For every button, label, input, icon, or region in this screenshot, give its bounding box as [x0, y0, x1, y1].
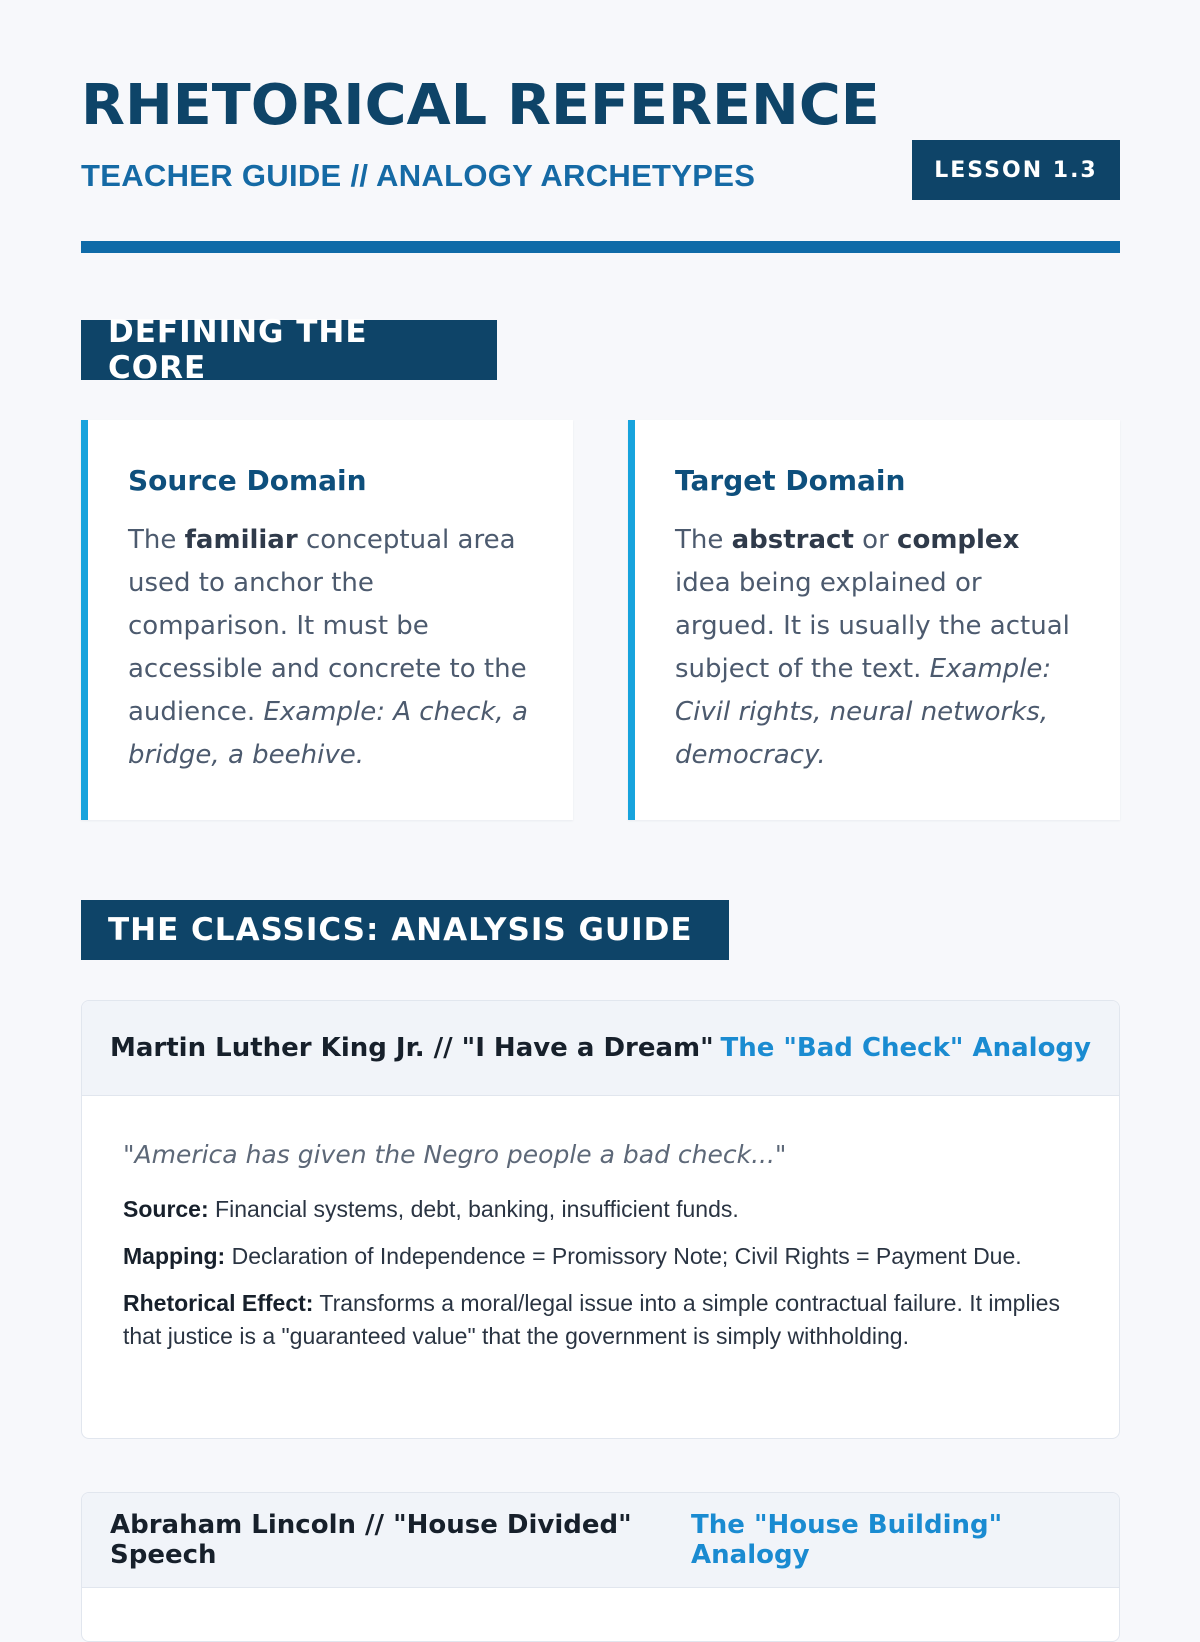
analysis-card-header	[82, 1493, 1119, 1588]
speaker-title: Martin Luther King Jr. // "I Have a Dream"	[110, 1033, 714, 1063]
section-banner-core: DEFINING THE CORE	[81, 320, 497, 380]
source-field: Source: Financial systems, debt, banking, insufficient funds.	[123, 1196, 739, 1222]
source-domain-card	[81, 420, 573, 820]
target-domain-card	[628, 420, 1120, 820]
analogy-name: The "Bad Check" Analogy	[720, 1033, 1091, 1063]
lesson-badge: LESSON 1.3	[912, 140, 1120, 200]
speech-quote: "America has given the Negro people a bad check..."	[123, 1140, 787, 1169]
target-domain-title: Target Domain	[675, 464, 906, 497]
section-banner-classics: THE CLASSICS: ANALYSIS GUIDE	[81, 900, 729, 960]
mapping-field: Mapping: Declaration of Independence = Promissory Note; Civil Rights = Payment Due.	[123, 1243, 1022, 1269]
header-divider	[81, 241, 1120, 253]
emphasis-text: complex	[897, 525, 1020, 555]
source-domain-text: The familiar conceptual area used to anchor the comparison. It must be accessible and concrete to the audience. Example: A check, a bridge, a beehive.	[128, 525, 528, 770]
source-domain-example: Example: A check, a bridge, a beehive.	[128, 697, 528, 770]
target-domain-example: Example: Civil rights, neural networks, democracy.	[675, 654, 1052, 770]
analysis-card-header	[82, 1001, 1119, 1096]
rhetorical-effect-field: Rhetorical Effect: Transforms a moral/legal issue into a simple contractual failure. It implies that justice is a "guaranteed value" that the government is simply withholding.	[123, 1290, 1060, 1349]
analysis-card-body	[82, 1096, 1119, 1353]
emphasis-text: abstract	[731, 525, 854, 555]
speaker-title: Abraham Lincoln // "House Divided" Speech	[110, 1510, 632, 1570]
page-title: RHETORICAL REFERENCE	[81, 73, 880, 138]
analysis-card-lincoln	[81, 1492, 1120, 1642]
analysis-card-mlk	[81, 1000, 1120, 1439]
emphasis-text: familiar	[184, 525, 298, 555]
analogy-name: The "House Building" Analogy	[691, 1510, 1003, 1570]
target-domain-text: The abstract or complex idea being explained or argued. It is usually the actual subject of the text. Example: Civil rights, neural networks, democracy.	[675, 525, 1070, 770]
source-domain-title: Source Domain	[128, 464, 367, 497]
page-subtitle: TEACHER GUIDE // ANALOGY ARCHETYPES	[81, 158, 756, 193]
